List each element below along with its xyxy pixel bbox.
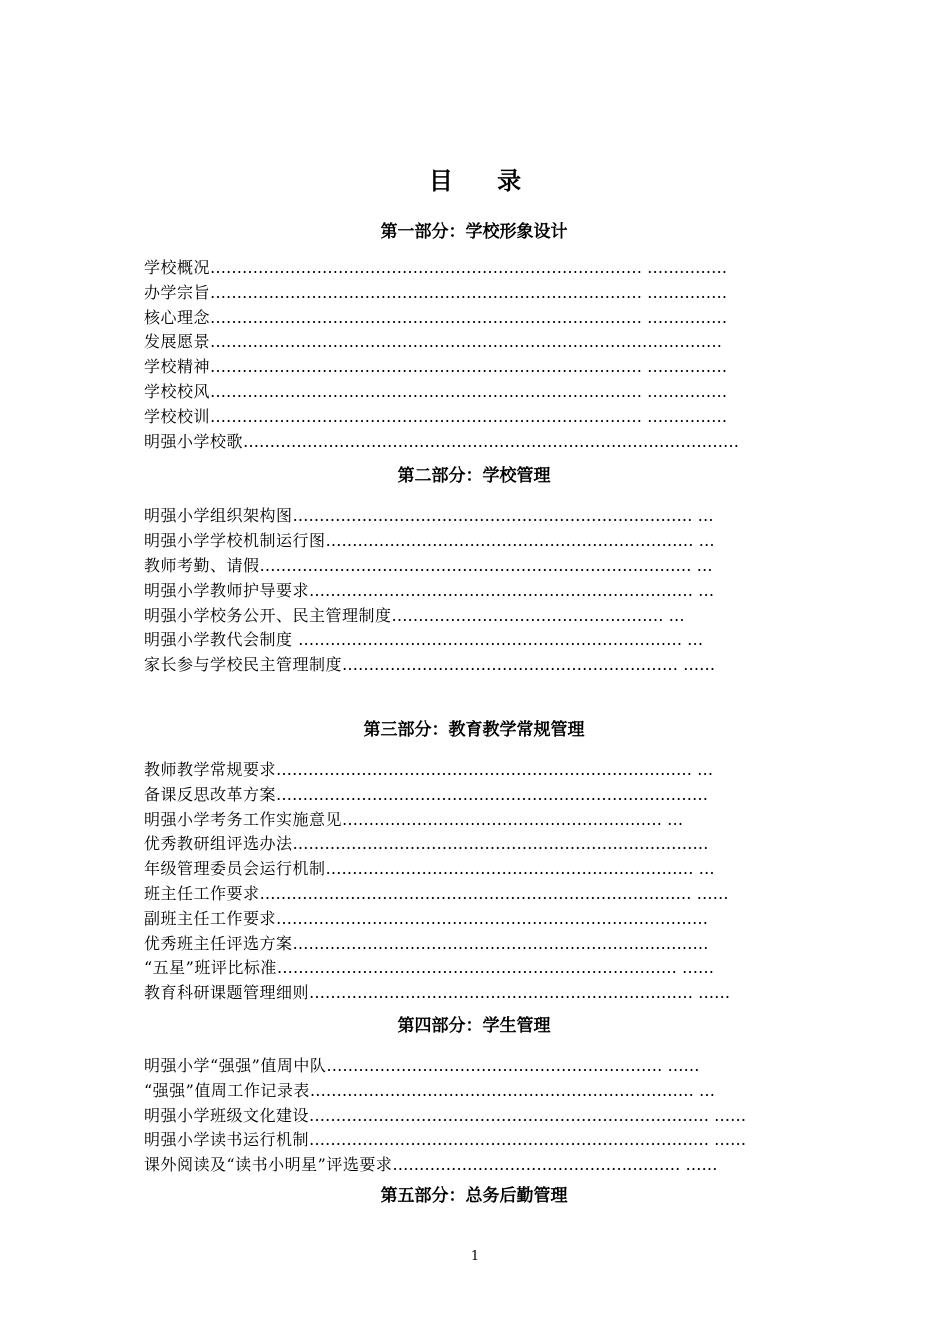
toc-item[interactable] [144, 882, 824, 907]
toc-item-label: 学校概况 [144, 258, 211, 277]
toc-item[interactable] [144, 579, 824, 604]
toc-leader-dots: ……………………………………………………………………… [276, 784, 709, 804]
toc-item-label: 年级管理委员会运行机制 [144, 859, 326, 879]
toc-item-label: 明强小学“强强”值周中队 [144, 1055, 327, 1075]
toc-item-label: 明强小学考务工作实施意见 [144, 809, 343, 829]
toc-leader-dots: ……………………………………………………………………… [276, 908, 709, 928]
toc-leader-dots: …………………………………………………………………… [292, 933, 709, 953]
toc-item[interactable] [144, 1153, 824, 1178]
toc-item[interactable] [144, 529, 824, 554]
toc-item-label: 学校精神 [144, 357, 211, 377]
toc-leader-dots: ………………………………………………………………… … [292, 506, 714, 526]
toc-item-label: 课外阅读及“读书小明星”评选要求 [144, 1155, 393, 1175]
toc-item[interactable] [144, 1104, 824, 1129]
toc-leader-dots: …………………………………………… … [391, 605, 685, 625]
toc-item-label: 明强小学学校机制运行图 [144, 531, 326, 551]
toc-item[interactable] [144, 604, 824, 629]
toc-leader-dots: …………………………………………………………… … [325, 859, 715, 879]
toc-item[interactable] [144, 1079, 824, 1104]
toc-item-label: 办学宗旨 [144, 282, 211, 302]
toc-leader-dots: ……………………………………………………………………… …… [259, 883, 729, 903]
toc-item[interactable] [144, 306, 824, 331]
toc-leader-dots: ……………………………………………………………… … [309, 580, 715, 600]
toc-item-label: 副班主任工作要求 [144, 908, 277, 928]
toc-leader-dots: ……………………………………………………………………… …………… [210, 406, 728, 426]
toc-item-label: “五星”班评比标准 [144, 958, 277, 978]
toc-item-label: 明强小学组织架构图 [144, 506, 293, 526]
toc-item-label: 备课反思改革方案 [144, 784, 277, 804]
toc-leader-dots: …………………………………………………………………… [292, 834, 709, 854]
toc-item-label: 明强小学校务公开、民主管理制度 [144, 605, 392, 625]
toc-leader-dots: ……………………………………………………………………… …………… [210, 282, 728, 302]
toc-leader-dots: ……………………………………………………………… …… [309, 983, 731, 1003]
toc-item-label: 明强小学教师护导要求 [144, 580, 310, 600]
toc-leader-dots: ……………………………………………………………………… …………… [210, 381, 728, 401]
toc-item-label: 明强小学校歌 [144, 431, 244, 451]
toc-item[interactable] [144, 956, 824, 981]
toc-item[interactable] [144, 832, 824, 857]
toc-item[interactable] [144, 981, 824, 1006]
toc-item[interactable] [144, 628, 824, 653]
toc-leader-dots: …………………………………………………………………………………… [210, 332, 723, 352]
table-of-contents [144, 214, 824, 1214]
toc-item[interactable] [144, 1128, 824, 1153]
section-heading-part-1: 第一部分：学校形象设计 [380, 222, 568, 242]
toc-item-label: 班主任工作要求 [144, 883, 260, 903]
section-heading-part-2: 第二部分：学校管理 [397, 466, 551, 487]
toc-list-part-3 [144, 758, 824, 1006]
toc-leader-dots: ……………………………………………………… …… [326, 1055, 700, 1075]
toc-list-part-4 [144, 1054, 824, 1178]
toc-item-label: 教师教学常规要求 [144, 759, 277, 779]
toc-item[interactable] [144, 355, 824, 380]
toc-leader-dots: …………………………………………………… … [342, 809, 684, 829]
toc-leader-dots: ……………………………………………………………………… …………… [210, 357, 728, 377]
toc-item-label: 优秀教研组评选办法 [144, 834, 293, 854]
toc-item[interactable] [144, 783, 824, 808]
toc-leader-dots: …………………………………………………………… … [325, 531, 715, 551]
toc-item[interactable] [144, 808, 824, 833]
toc-item[interactable] [144, 281, 824, 306]
toc-item[interactable] [144, 907, 824, 932]
toc-item-label: 明强小学班级文化建设 [144, 1105, 310, 1125]
toc-item-label: “强强”值周工作记录表 [144, 1080, 310, 1100]
toc-leader-dots: ………………………………………………………………………………… [243, 431, 740, 451]
toc-item[interactable] [144, 256, 824, 281]
toc-item[interactable] [144, 758, 824, 783]
toc-leader-dots: …………………………………………………………………… … [276, 759, 714, 779]
toc-leader-dots: ……………………………………………………………… … [309, 1080, 715, 1100]
toc-leader-dots: ……………………………………………………… …… [342, 655, 716, 675]
section-heading-part-3: 第三部分：教育教学常规管理 [363, 719, 585, 740]
toc-leader-dots: ………………………………………………………………… …… [276, 958, 714, 978]
section-heading-part-4: 第四部分：学生管理 [397, 1015, 551, 1036]
toc-leader-dots: ……………………………………………………………………… …………… [210, 307, 728, 327]
toc-list-part-1 [144, 256, 824, 454]
toc-item-label: 学校校训 [144, 406, 211, 426]
toc-item[interactable] [144, 932, 824, 957]
toc-leader-dots: ………………………………………………………………… …… [309, 1105, 747, 1125]
toc-item-label: 明强小学读书运行机制 [144, 1130, 310, 1150]
toc-item[interactable] [144, 653, 824, 678]
toc-list-part-2 [144, 504, 824, 678]
toc-item-label: 明强小学教代会制度 [144, 630, 299, 650]
toc-item[interactable] [144, 504, 824, 529]
toc-leader-dots: ……………………………………………………………………… … [259, 555, 713, 575]
page-number: 1 [470, 1249, 480, 1264]
toc-item[interactable] [144, 430, 824, 455]
toc-item-label: 优秀班主任评选方案 [144, 933, 293, 953]
toc-item[interactable] [144, 330, 824, 355]
toc-item[interactable] [144, 405, 824, 430]
toc-leader-dots: ……………………………………………………………… … [298, 630, 704, 650]
toc-item-label: 家长参与学校民主管理制度 [144, 655, 343, 675]
toc-item-label: 学校校风 [144, 381, 211, 401]
toc-leader-dots: ………………………………………………………………… …… [309, 1130, 747, 1150]
toc-item-label: 发展愿景 [144, 332, 211, 352]
page-title: 目 录 [428, 166, 540, 195]
toc-leader-dots: ……………………………………………… …… [392, 1155, 718, 1175]
toc-item-label: 核心理念 [144, 307, 211, 327]
toc-item-label: 教育科研课题管理细则 [144, 983, 310, 1003]
toc-item-label: 教师考勤、请假 [144, 555, 260, 575]
toc-item[interactable] [144, 1054, 824, 1079]
toc-item[interactable] [144, 857, 824, 882]
toc-item[interactable] [144, 380, 824, 405]
toc-leader-dots: ……………………………………………………………………… …………… [210, 258, 728, 277]
section-heading-part-5: 第五部分：总务后勤管理 [380, 1185, 568, 1206]
toc-item[interactable] [144, 554, 824, 579]
